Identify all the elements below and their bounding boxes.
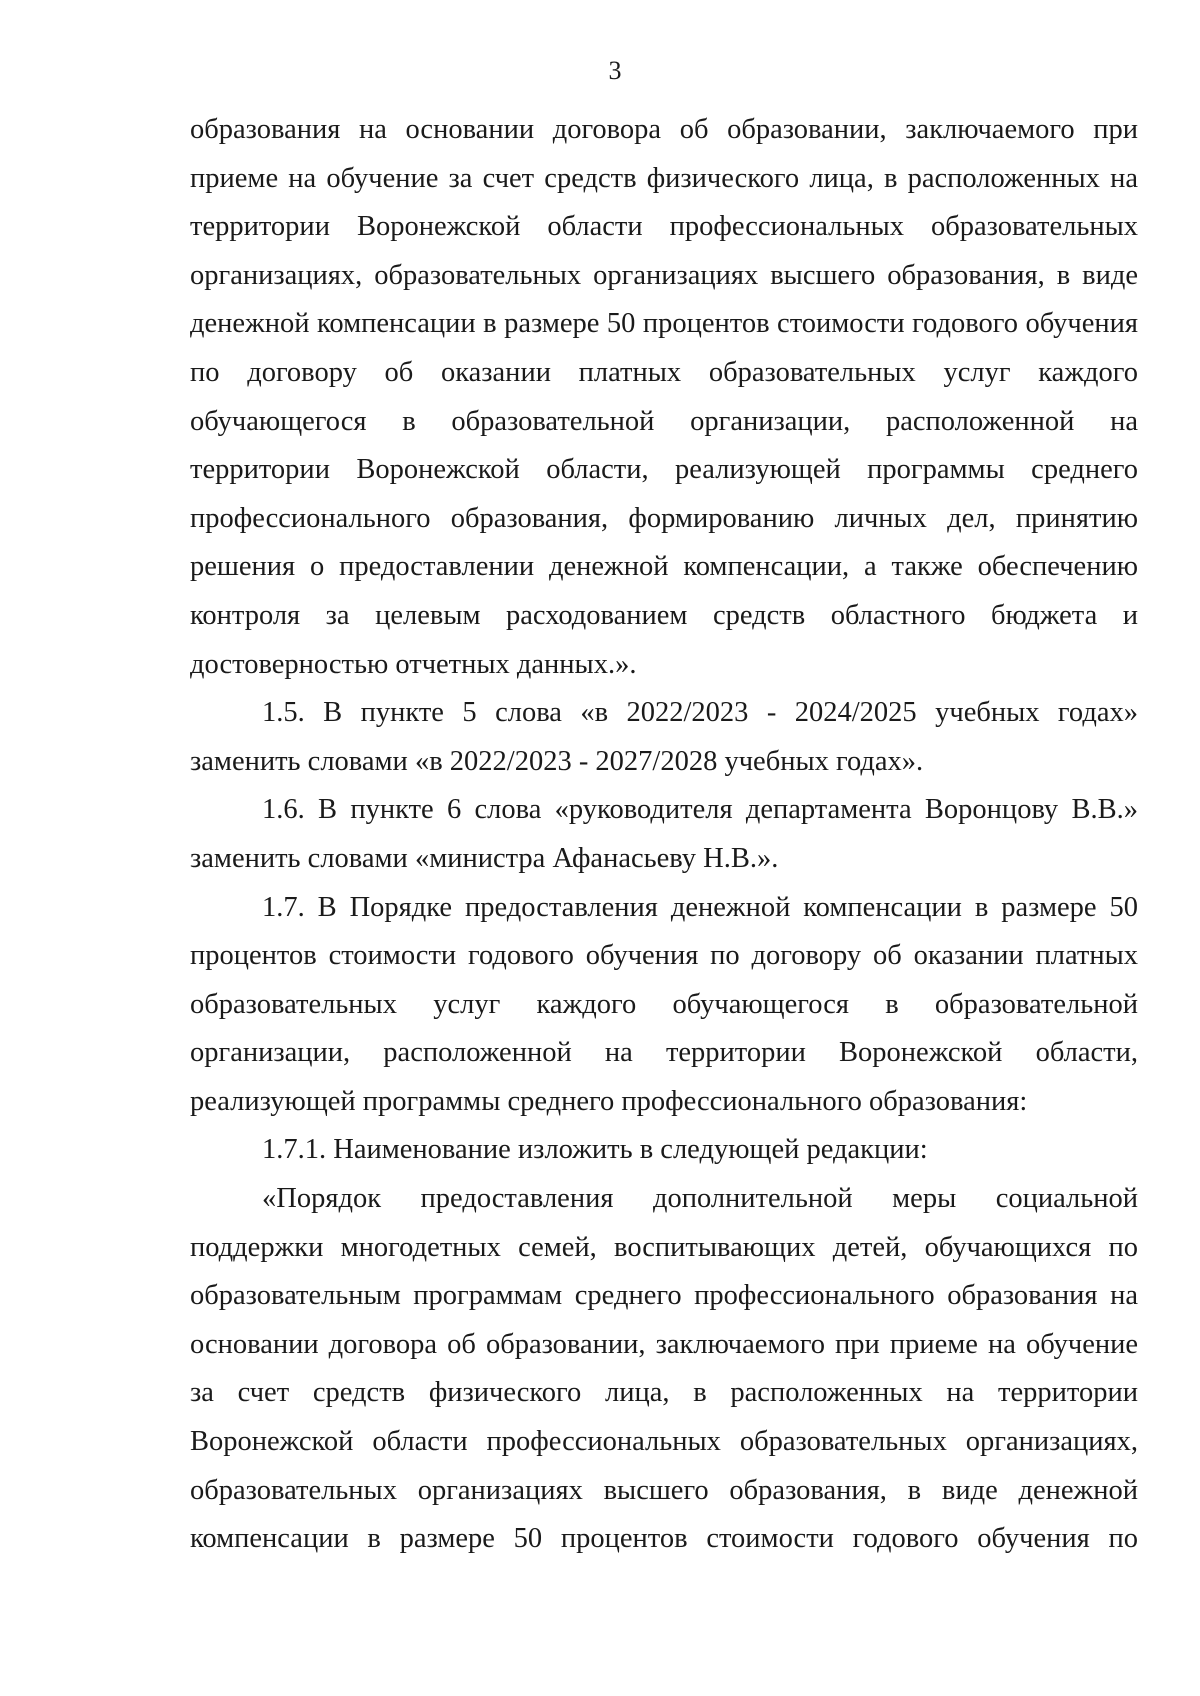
text-line: 1.7. В Порядке предоставления денежной компенсации в размере 50 [262,891,1138,923]
text-line: образовательных организациях высшего образования, в виде денежной [190,1474,1138,1506]
text-line: обучающегося в образовательной организации, расположенной на [190,405,1138,437]
paragraph-continuation [190,106,1138,689]
text-line: за счет средств физического лица, в расположенных на территории [190,1377,1138,1409]
text-line: образовательных услуг каждого обучающегося в образовательной [190,988,1138,1020]
text-line: 1.6. В пункте 6 слова «руководителя департамента Воронцову В.В.» [262,794,1138,826]
text-line: заменить словами «министра Афанасьеву Н.В.». [190,842,779,874]
page-number: 3 [608,56,622,85]
text-line: организациях, образовательных организациях высшего образования, в виде [190,259,1138,291]
paragraph-item-1-7-1 [190,1126,1138,1175]
text-line: основании договора об образовании, заключаемого при приеме на обучение [190,1328,1138,1360]
text-line: реализующей программы среднего профессионального образования: [190,1085,1028,1117]
text-line: Воронежской области профессиональных образовательных организациях, [190,1426,1138,1458]
text-line: поддержки многодетных семей, воспитывающих детей, обучающихся по [190,1231,1138,1263]
text-line: достоверностью отчетных данных.». [190,648,637,680]
paragraph-item-1-5 [190,689,1138,786]
text-line: организации, расположенной на территории Воронежской области, [190,1037,1138,1069]
text-line: территории Воронежской области профессиональных образовательных [190,211,1138,243]
text-line: компенсации в размере 50 процентов стоимости годового обучения по [190,1523,1138,1555]
paragraph-item-1-7 [190,884,1138,1127]
text-line: контроля за целевым расходованием средств областного бюджета и [190,599,1138,631]
text-line: денежной компенсации в размере 50 процентов стоимости годового обучения [190,308,1138,340]
document-body [190,106,1138,1564]
text-line: по договору об оказании платных образовательных услуг каждого [190,356,1138,388]
text-line: 1.5. В пункте 5 слова «в 2022/2023 - 2024/2025 учебных годах» [262,697,1138,729]
text-line: «Порядок предоставления дополнительной меры социальной [262,1183,1138,1215]
text-line: образовательным программам среднего профессионального образования на [190,1280,1138,1312]
text-line: решения о предоставлении денежной компенсации, а также обеспечению [190,551,1138,583]
text-line: профессионального образования, формированию личных дел, принятию [190,502,1138,534]
text-line: 1.7.1. Наименование изложить в следующей редакции: [262,1134,928,1166]
text-line: приеме на обучение за счет средств физического лица, в расположенных на [190,162,1138,194]
text-line: образования на основании договора об образовании, заключаемого при [190,114,1138,145]
text-line: процентов стоимости годового обучения по договору об оказании платных [190,940,1138,972]
text-line: территории Воронежской области, реализующей программы среднего [190,454,1138,486]
text-line: заменить словами «в 2022/2023 - 2027/2028 учебных годах». [190,745,924,777]
paragraph-item-1-6 [190,786,1138,883]
paragraph-new-title [190,1175,1138,1564]
